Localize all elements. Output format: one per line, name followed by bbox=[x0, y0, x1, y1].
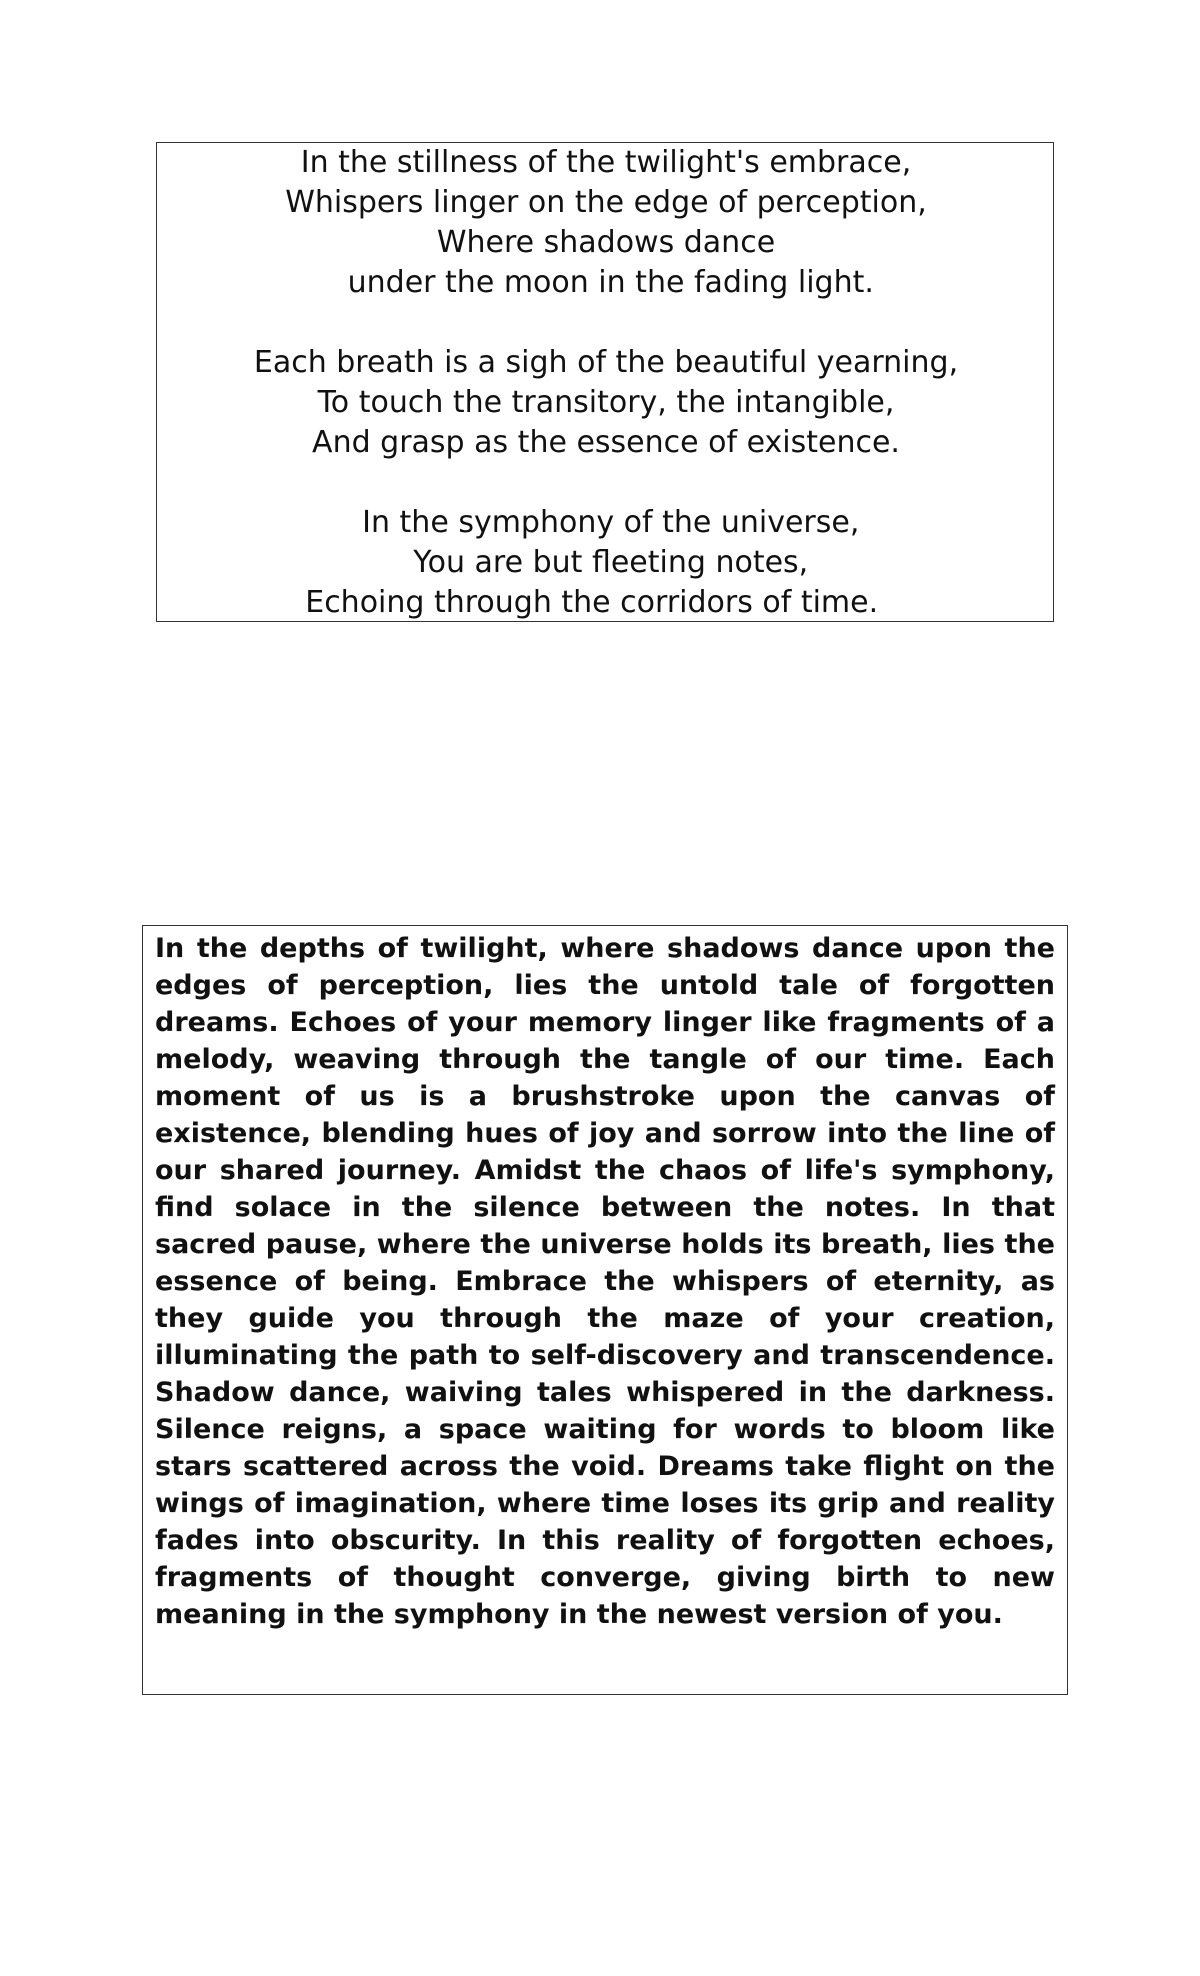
poem-line: under the moon in the fading light. bbox=[338, 265, 874, 300]
poem-line: Each breath is a sigh of the beautiful yearning, bbox=[253, 345, 959, 380]
poem-line: Whispers linger on the edge of perception, bbox=[285, 185, 927, 220]
prose-paragraph: In the depths of twilight, where shadows dance upon the edges of perception, lies the untold tale of forgotten dreams. Echoes of your memory linger like fragments of a melody, weaving through the tangle of our time. Each moment of us is a brushstroke upon the canvas of existence, blending hues of joy and sorrow into the line of our shared journey. Amidst the chaos of life's symphony, find solace in the silence between the notes. In that sacred pause, where the universe holds its breath, lies the essence of being. Embrace the whispers of eternity, as they guide you through the maze of your creation, illuminating the path to self-discovery and transcendence. Shadow dance, waiving tales whispered in the darkness. Silence reigns, a space waiting for words to bloom like stars scattered across the void. Dreams take flight on the wings of imagination, where time loses its grip and reality fades into obscurity. In this reality of forgotten echoes, fragments of thought converge, giving birth to new meaning in the symphony in the newest version of you. bbox=[155, 933, 1055, 1630]
poem-line: In the stillness of the twilight's embrace, bbox=[300, 145, 912, 180]
poem-line: And grasp as the essence of existence. bbox=[312, 425, 900, 460]
prose-box bbox=[142, 925, 1068, 1695]
poem-line: You are but fleeting notes, bbox=[403, 545, 809, 580]
poem-box bbox=[156, 142, 1054, 622]
poem-line: Where shadows dance bbox=[436, 225, 776, 260]
poem-line: In the symphony of the universe, bbox=[352, 505, 860, 540]
poem-line: Echoing through the corridors of time. bbox=[305, 585, 907, 620]
poem-line: To touch the transitory, the intangible, bbox=[317, 385, 895, 420]
